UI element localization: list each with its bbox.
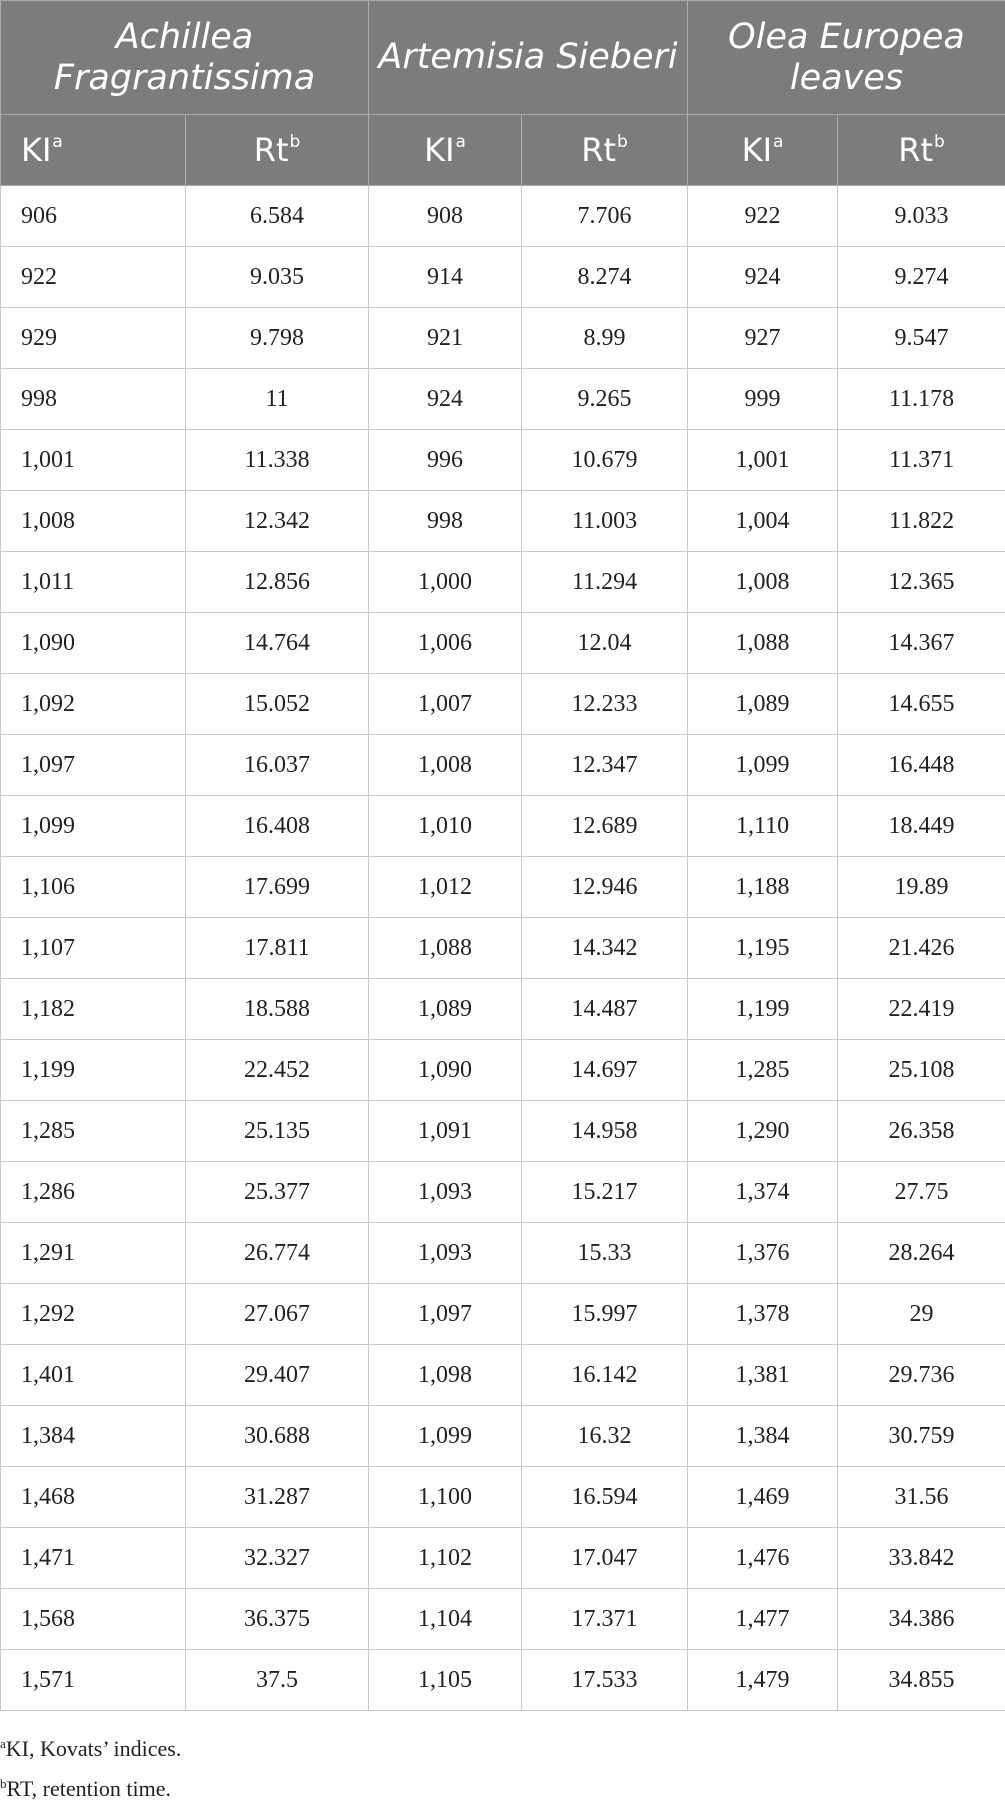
ki-cell: 927: [688, 308, 838, 369]
ki-cell: 996: [369, 430, 522, 491]
column-header-ki: $KI^a$: [1, 115, 186, 186]
ki-cell: 908: [369, 186, 522, 247]
ki-cell: 1,468: [1, 1467, 186, 1528]
ki-cell: 1,000: [369, 552, 522, 613]
rt-cell: 29: [838, 1284, 1005, 1345]
rt-cell: 11.822: [838, 491, 1005, 552]
rt-cell: 14.655: [838, 674, 1005, 735]
footnote-ki: $^a$KI, Kovats’ indices.: [0, 1724, 181, 1764]
ki-cell: 924: [369, 369, 522, 430]
ki-cell: 1,090: [1, 613, 186, 674]
rt-cell: 31.287: [186, 1467, 369, 1528]
table-row: [1, 1650, 1005, 1711]
ki-cell: 1,105: [369, 1650, 522, 1711]
rt-cell: 28.264: [838, 1223, 1005, 1284]
column-header-rt: Rt$^b$: [838, 115, 1005, 186]
ki-cell: 998: [1, 369, 186, 430]
ki-cell: 1,001: [688, 430, 838, 491]
ki-cell: 1,089: [369, 979, 522, 1040]
ki-cell: 1,097: [1, 735, 186, 796]
rt-cell: 14.487: [522, 979, 688, 1040]
species-header-achillea: Achillea Fragrantissima: [1, 1, 369, 115]
ki-cell: 1,104: [369, 1589, 522, 1650]
ki-cell: 922: [1, 247, 186, 308]
column-header-ki: $KI^a$: [688, 115, 838, 186]
rt-cell: 15.33: [522, 1223, 688, 1284]
ki-cell: 1,099: [369, 1406, 522, 1467]
rt-cell: 17.811: [186, 918, 369, 979]
rt-cell: 11.338: [186, 430, 369, 491]
ki-cell: 1,199: [688, 979, 838, 1040]
table-row: [1, 613, 1005, 674]
ki-cell: 1,011: [1, 552, 186, 613]
rt-cell: 11.003: [522, 491, 688, 552]
rt-cell: 12.856: [186, 552, 369, 613]
table-row: [1, 918, 1005, 979]
rt-cell: 9.547: [838, 308, 1005, 369]
rt-cell: 26.358: [838, 1101, 1005, 1162]
table-row: [1, 552, 1005, 613]
ki-cell: 1,286: [1, 1162, 186, 1223]
rt-cell: 33.842: [838, 1528, 1005, 1589]
table-row: [1, 247, 1005, 308]
footnote-rt: $^b$RT, retention time.: [0, 1764, 181, 1804]
rt-cell: 26.774: [186, 1223, 369, 1284]
rt-cell: 16.142: [522, 1345, 688, 1406]
rt-cell: 25.135: [186, 1101, 369, 1162]
table-row: [1, 1040, 1005, 1101]
table-row: [1, 369, 1005, 430]
rt-cell: 12.342: [186, 491, 369, 552]
rt-cell: 11.371: [838, 430, 1005, 491]
table-row: [1, 1589, 1005, 1650]
rt-cell: 9.798: [186, 308, 369, 369]
ki-cell: 1,471: [1, 1528, 186, 1589]
ki-cell: 1,374: [688, 1162, 838, 1223]
rt-cell: 16.594: [522, 1467, 688, 1528]
rt-cell: 30.759: [838, 1406, 1005, 1467]
rt-cell: 16.32: [522, 1406, 688, 1467]
rt-cell: 22.452: [186, 1040, 369, 1101]
table-row: [1, 674, 1005, 735]
table-row: [1, 1467, 1005, 1528]
column-header-ki: $KI^a$: [369, 115, 522, 186]
ki-cell: 1,012: [369, 857, 522, 918]
ki-cell: 1,285: [1, 1101, 186, 1162]
ki-cell: 1,384: [688, 1406, 838, 1467]
table-row: [1, 735, 1005, 796]
rt-cell: 7.706: [522, 186, 688, 247]
ki-cell: 1,102: [369, 1528, 522, 1589]
rt-cell: 12.946: [522, 857, 688, 918]
ki-cell: 998: [369, 491, 522, 552]
ki-cell: 1,099: [688, 735, 838, 796]
species-header-row: [1, 1, 1005, 115]
rt-cell: 19.89: [838, 857, 1005, 918]
rt-cell: 14.764: [186, 613, 369, 674]
ki-cell: 1,106: [1, 857, 186, 918]
ki-cell: 1,292: [1, 1284, 186, 1345]
rt-cell: 17.533: [522, 1650, 688, 1711]
ki-cell: 1,182: [1, 979, 186, 1040]
ki-cell: 1,093: [369, 1223, 522, 1284]
ki-cell: 1,008: [1, 491, 186, 552]
rt-cell: 37.5: [186, 1650, 369, 1711]
footnotes: [0, 1724, 181, 1804]
species-header-artemisia: Artemisia Sieberi: [369, 1, 688, 115]
rt-cell: 34.855: [838, 1650, 1005, 1711]
ki-cell: 1,479: [688, 1650, 838, 1711]
rt-cell: 9.033: [838, 186, 1005, 247]
rt-cell: 32.327: [186, 1528, 369, 1589]
ki-cell: 929: [1, 308, 186, 369]
ki-cell: 1,090: [369, 1040, 522, 1101]
rt-cell: 29.407: [186, 1345, 369, 1406]
rt-cell: 14.958: [522, 1101, 688, 1162]
rt-cell: 9.274: [838, 247, 1005, 308]
ki-cell: 1,199: [1, 1040, 186, 1101]
rt-cell: 18.449: [838, 796, 1005, 857]
rt-cell: 16.448: [838, 735, 1005, 796]
rt-cell: 9.035: [186, 247, 369, 308]
ki-cell: 1,004: [688, 491, 838, 552]
rt-cell: 17.047: [522, 1528, 688, 1589]
column-header-row: [1, 115, 1005, 186]
rt-cell: 12.347: [522, 735, 688, 796]
table-row: [1, 1406, 1005, 1467]
ki-cell: 1,100: [369, 1467, 522, 1528]
ki-cell: 1,571: [1, 1650, 186, 1711]
ki-cell: 1,381: [688, 1345, 838, 1406]
table-row: [1, 1101, 1005, 1162]
rt-cell: 18.588: [186, 979, 369, 1040]
ki-cell: 1,008: [369, 735, 522, 796]
ki-cell: 1,010: [369, 796, 522, 857]
rt-cell: 15.997: [522, 1284, 688, 1345]
table-row: [1, 1223, 1005, 1284]
rt-cell: 8.274: [522, 247, 688, 308]
ki-cell: 1,093: [369, 1162, 522, 1223]
ki-cell: 1,107: [1, 918, 186, 979]
ki-cell: 1,378: [688, 1284, 838, 1345]
rt-cell: 16.408: [186, 796, 369, 857]
ki-cell: 1,006: [369, 613, 522, 674]
ki-cell: 999: [688, 369, 838, 430]
ki-cell: 1,088: [688, 613, 838, 674]
rt-cell: 9.265: [522, 369, 688, 430]
table-row: [1, 1528, 1005, 1589]
table-row: [1, 796, 1005, 857]
rt-cell: 14.367: [838, 613, 1005, 674]
ki-cell: 1,195: [688, 918, 838, 979]
rt-cell: 15.052: [186, 674, 369, 735]
rt-cell: 14.342: [522, 918, 688, 979]
rt-cell: 14.697: [522, 1040, 688, 1101]
ki-cell: 921: [369, 308, 522, 369]
column-header-rt: Rt$^b$: [186, 115, 369, 186]
table-row: [1, 979, 1005, 1040]
ki-cell: 1,007: [369, 674, 522, 735]
ki-cell: 1,291: [1, 1223, 186, 1284]
rt-cell: 15.217: [522, 1162, 688, 1223]
ki-cell: 1,476: [688, 1528, 838, 1589]
rt-cell: 11.178: [838, 369, 1005, 430]
rt-cell: 17.371: [522, 1589, 688, 1650]
rt-cell: 29.736: [838, 1345, 1005, 1406]
ki-cell: 1,285: [688, 1040, 838, 1101]
rt-cell: 27.067: [186, 1284, 369, 1345]
rt-cell: 12.365: [838, 552, 1005, 613]
rt-cell: 8.99: [522, 308, 688, 369]
rt-cell: 22.419: [838, 979, 1005, 1040]
ki-cell: 1,290: [688, 1101, 838, 1162]
ki-cell: 906: [1, 186, 186, 247]
ki-cell: 1,089: [688, 674, 838, 735]
table-row: [1, 186, 1005, 247]
table-row: [1, 1345, 1005, 1406]
rt-cell: 11.294: [522, 552, 688, 613]
rt-cell: 12.04: [522, 613, 688, 674]
ki-cell: 922: [688, 186, 838, 247]
ki-cell: 1,376: [688, 1223, 838, 1284]
rt-cell: 11: [186, 369, 369, 430]
ki-cell: 1,568: [1, 1589, 186, 1650]
ki-cell: 1,384: [1, 1406, 186, 1467]
ki-cell: 1,110: [688, 796, 838, 857]
rt-cell: 30.688: [186, 1406, 369, 1467]
rt-cell: 16.037: [186, 735, 369, 796]
ki-cell: 1,001: [1, 430, 186, 491]
ki-cell: 1,469: [688, 1467, 838, 1528]
ki-cell: 1,091: [369, 1101, 522, 1162]
rt-cell: 25.377: [186, 1162, 369, 1223]
rt-cell: 21.426: [838, 918, 1005, 979]
rt-cell: 6.584: [186, 186, 369, 247]
column-header-rt: Rt$^b$: [522, 115, 688, 186]
table-row: [1, 1284, 1005, 1345]
rt-cell: 25.108: [838, 1040, 1005, 1101]
table-row: [1, 857, 1005, 918]
ki-cell: 1,401: [1, 1345, 186, 1406]
rt-cell: 36.375: [186, 1589, 369, 1650]
rt-cell: 17.699: [186, 857, 369, 918]
ki-cell: 1,097: [369, 1284, 522, 1345]
ki-cell: 914: [369, 247, 522, 308]
ki-cell: 1,099: [1, 796, 186, 857]
rt-cell: 34.386: [838, 1589, 1005, 1650]
table-row: [1, 1162, 1005, 1223]
ki-cell: 1,477: [688, 1589, 838, 1650]
table-row: [1, 308, 1005, 369]
table-row: [1, 491, 1005, 552]
rt-cell: 12.233: [522, 674, 688, 735]
rt-cell: 12.689: [522, 796, 688, 857]
table-row: [1, 430, 1005, 491]
ki-cell: 1,092: [1, 674, 186, 735]
ki-cell: 1,088: [369, 918, 522, 979]
ki-cell: 1,188: [688, 857, 838, 918]
ki-cell: 1,008: [688, 552, 838, 613]
ki-cell: 924: [688, 247, 838, 308]
table-body: [1, 186, 1005, 1711]
rt-cell: 27.75: [838, 1162, 1005, 1223]
ki-cell: 1,098: [369, 1345, 522, 1406]
species-header-olea: Olea Europea leaves: [688, 1, 1005, 115]
rt-cell: 10.679: [522, 430, 688, 491]
rt-cell: 31.56: [838, 1467, 1005, 1528]
